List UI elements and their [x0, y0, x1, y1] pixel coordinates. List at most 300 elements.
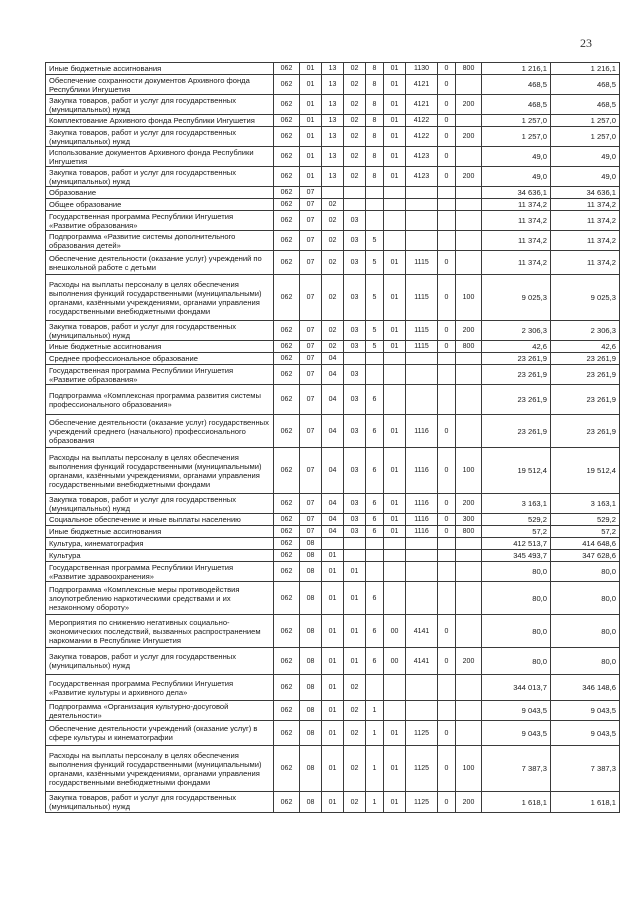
table-row	[46, 321, 620, 341]
code-cell: 1115	[406, 251, 438, 275]
code-cell: 0	[438, 494, 456, 514]
code-cell	[384, 385, 406, 415]
sum-year1-cell: 23 261,9	[482, 415, 551, 448]
code-cell	[366, 562, 384, 582]
code-cell	[438, 211, 456, 231]
sum-year1-cell: 23 261,9	[482, 353, 551, 365]
code-cell	[406, 231, 438, 251]
sum-year1-cell: 11 374,2	[482, 199, 551, 211]
code-cell: 6	[366, 615, 384, 648]
code-cell: 00	[384, 648, 406, 675]
table-row	[46, 275, 620, 321]
sum-year2-cell: 57,2	[551, 526, 620, 538]
table-row	[46, 95, 620, 115]
code-cell: 0	[438, 792, 456, 813]
code-cell: 04	[322, 494, 344, 514]
code-cell: 04	[322, 448, 344, 494]
code-cell: 02	[322, 321, 344, 341]
code-cell: 062	[274, 199, 300, 211]
code-cell	[366, 538, 384, 550]
code-cell	[438, 538, 456, 550]
code-cell	[438, 582, 456, 615]
code-cell	[344, 538, 366, 550]
sum-year2-cell: 80,0	[551, 582, 620, 615]
table-row	[46, 448, 620, 494]
code-cell: 01	[300, 115, 322, 127]
code-cell: 6	[366, 514, 384, 526]
code-cell: 03	[344, 251, 366, 275]
code-cell: 08	[300, 701, 322, 721]
row-name-cell: Государственная программа Республики Ингушетия «Развитие здравоохранения»	[46, 562, 274, 582]
table-row	[46, 63, 620, 75]
code-cell: 01	[384, 75, 406, 95]
code-cell	[344, 353, 366, 365]
code-cell: 5	[366, 341, 384, 353]
sum-year2-cell: 11 374,2	[551, 199, 620, 211]
code-cell: 13	[322, 75, 344, 95]
code-cell: 08	[300, 562, 322, 582]
code-cell: 5	[366, 321, 384, 341]
code-cell: 01	[384, 792, 406, 813]
code-cell: 8	[366, 147, 384, 167]
code-cell: 01	[384, 63, 406, 75]
code-cell: 01	[300, 95, 322, 115]
code-cell	[406, 385, 438, 415]
row-name-cell: Закупка товаров, работ и услуг для государственных (муниципальных) нужд	[46, 167, 274, 187]
row-name-cell: Общее образование	[46, 199, 274, 211]
code-cell: 1	[366, 721, 384, 746]
row-name-cell: Государственная программа Республики Ингушетия «Развитие образования»	[46, 211, 274, 231]
code-cell: 4121	[406, 95, 438, 115]
code-cell: 0	[438, 746, 456, 792]
code-cell	[456, 721, 482, 746]
code-cell: 02	[344, 721, 366, 746]
code-cell	[438, 550, 456, 562]
code-cell: 4123	[406, 167, 438, 187]
code-cell: 200	[456, 648, 482, 675]
code-cell: 03	[344, 514, 366, 526]
sum-year1-cell: 80,0	[482, 582, 551, 615]
code-cell: 01	[322, 792, 344, 813]
code-cell: 07	[300, 231, 322, 251]
code-cell: 07	[300, 365, 322, 385]
sum-year2-cell: 34 636,1	[551, 187, 620, 199]
code-cell: 03	[344, 526, 366, 538]
sum-year1-cell: 2 306,3	[482, 321, 551, 341]
row-name-cell: Мероприятия по снижению негативных социально-экономических последствий, вызванных распространением наркомании в Республике Ингушетия	[46, 615, 274, 648]
code-cell: 01	[322, 675, 344, 701]
code-cell: 1116	[406, 448, 438, 494]
code-cell: 03	[344, 494, 366, 514]
code-cell: 062	[274, 615, 300, 648]
sum-year1-cell: 49,0	[482, 167, 551, 187]
code-cell	[406, 365, 438, 385]
table-row	[46, 211, 620, 231]
code-cell: 062	[274, 63, 300, 75]
row-name-cell: Образование	[46, 187, 274, 199]
code-cell	[438, 365, 456, 385]
code-cell: 02	[344, 147, 366, 167]
code-cell: 1	[366, 746, 384, 792]
code-cell	[384, 701, 406, 721]
table-row	[46, 341, 620, 353]
code-cell: 03	[344, 211, 366, 231]
row-name-cell: Среднее профессиональное образование	[46, 353, 274, 365]
code-cell: 200	[456, 127, 482, 147]
code-cell	[456, 199, 482, 211]
row-name-cell: Расходы на выплаты персоналу в целях обеспечения выполнения функций государственными (муниципальными) органами, казёнными учреждениями, органами управления государственными внебюджетными фондами	[46, 746, 274, 792]
code-cell: 07	[300, 526, 322, 538]
code-cell: 100	[456, 275, 482, 321]
sum-year2-cell: 346 148,6	[551, 675, 620, 701]
table-row	[46, 415, 620, 448]
sum-year2-cell: 1 257,0	[551, 115, 620, 127]
row-name-cell: Закупка товаров, работ и услуг для государственных (муниципальных) нужд	[46, 792, 274, 813]
code-cell: 6	[366, 385, 384, 415]
code-cell: 100	[456, 448, 482, 494]
code-cell: 03	[344, 341, 366, 353]
sum-year2-cell: 80,0	[551, 562, 620, 582]
row-name-cell: Обеспечение деятельности (оказание услуг) государственных учреждений среднего (начального) профессионального образования	[46, 415, 274, 448]
code-cell: 062	[274, 167, 300, 187]
sum-year1-cell: 9 043,5	[482, 721, 551, 746]
sum-year1-cell: 80,0	[482, 562, 551, 582]
code-cell: 03	[344, 415, 366, 448]
table-row	[46, 385, 620, 415]
code-cell: 01	[384, 127, 406, 147]
code-cell: 100	[456, 746, 482, 792]
code-cell: 07	[300, 275, 322, 321]
row-name-cell: Использование документов Архивного фонда Республики Ингушетия	[46, 147, 274, 167]
code-cell: 062	[274, 365, 300, 385]
code-cell: 0	[438, 721, 456, 746]
code-cell: 07	[300, 187, 322, 199]
code-cell: 062	[274, 582, 300, 615]
code-cell: 0	[438, 147, 456, 167]
code-cell: 07	[300, 448, 322, 494]
code-cell: 01	[322, 562, 344, 582]
code-cell	[438, 562, 456, 582]
row-name-cell: Обеспечение деятельности учреждений (оказание услуг) в сфере культуры и кинематографии	[46, 721, 274, 746]
code-cell: 062	[274, 415, 300, 448]
sum-year1-cell: 344 013,7	[482, 675, 551, 701]
row-name-cell: Обеспечение деятельности (оказание услуг) учреждений по внешкольной работе с детьми	[46, 251, 274, 275]
code-cell	[456, 231, 482, 251]
code-cell: 01	[384, 251, 406, 275]
code-cell	[406, 582, 438, 615]
sum-year1-cell: 412 513,7	[482, 538, 551, 550]
code-cell	[406, 550, 438, 562]
code-cell	[456, 675, 482, 701]
code-cell: 02	[344, 701, 366, 721]
code-cell: 6	[366, 648, 384, 675]
code-cell: 062	[274, 538, 300, 550]
code-cell: 6	[366, 448, 384, 494]
code-cell: 1115	[406, 275, 438, 321]
sum-year2-cell: 23 261,9	[551, 353, 620, 365]
code-cell: 1125	[406, 792, 438, 813]
code-cell: 0	[438, 415, 456, 448]
code-cell: 6	[366, 526, 384, 538]
code-cell	[456, 251, 482, 275]
code-cell: 1116	[406, 415, 438, 448]
code-cell	[406, 353, 438, 365]
sum-year2-cell: 7 387,3	[551, 746, 620, 792]
code-cell: 02	[344, 746, 366, 792]
code-cell: 02	[344, 95, 366, 115]
sum-year1-cell: 57,2	[482, 526, 551, 538]
code-cell	[384, 562, 406, 582]
code-cell: 01	[384, 275, 406, 321]
code-cell: 01	[384, 95, 406, 115]
code-cell	[384, 550, 406, 562]
sum-year2-cell: 1 216,1	[551, 63, 620, 75]
row-name-cell: Подпрограмма «Развитие системы дополнительного образования детей»	[46, 231, 274, 251]
code-cell: 8	[366, 127, 384, 147]
code-cell: 6	[366, 494, 384, 514]
code-cell: 01	[384, 721, 406, 746]
code-cell: 08	[300, 550, 322, 562]
code-cell	[384, 187, 406, 199]
code-cell: 062	[274, 353, 300, 365]
code-cell	[438, 231, 456, 251]
row-name-cell: Иные бюджетные ассигнования	[46, 526, 274, 538]
code-cell: 4122	[406, 127, 438, 147]
code-cell: 07	[300, 415, 322, 448]
code-cell: 07	[300, 199, 322, 211]
code-cell: 02	[322, 231, 344, 251]
code-cell	[322, 538, 344, 550]
sum-year2-cell: 3 163,1	[551, 494, 620, 514]
code-cell: 01	[300, 127, 322, 147]
code-cell: 02	[344, 675, 366, 701]
sum-year2-cell: 42,6	[551, 341, 620, 353]
row-name-cell: Культура, кинематография	[46, 538, 274, 550]
table-row	[46, 127, 620, 147]
code-cell	[366, 550, 384, 562]
code-cell: 062	[274, 526, 300, 538]
sum-year2-cell: 9 043,5	[551, 701, 620, 721]
code-cell: 01	[384, 167, 406, 187]
sum-year2-cell: 80,0	[551, 648, 620, 675]
code-cell: 062	[274, 746, 300, 792]
sum-year1-cell: 1 618,1	[482, 792, 551, 813]
code-cell	[438, 199, 456, 211]
code-cell: 1	[366, 792, 384, 813]
code-cell: 01	[322, 721, 344, 746]
code-cell	[438, 385, 456, 415]
row-name-cell: Подпрограмма «Организация культурно-досуговой деятельности»	[46, 701, 274, 721]
code-cell: 07	[300, 353, 322, 365]
code-cell: 0	[438, 341, 456, 353]
code-cell: 02	[322, 211, 344, 231]
row-name-cell: Иные бюджетные ассигнования	[46, 63, 274, 75]
code-cell: 0	[438, 321, 456, 341]
code-cell: 800	[456, 63, 482, 75]
code-cell: 0	[438, 75, 456, 95]
code-cell: 5	[366, 251, 384, 275]
sum-year1-cell: 23 261,9	[482, 385, 551, 415]
code-cell: 062	[274, 321, 300, 341]
sum-year1-cell: 49,0	[482, 147, 551, 167]
row-name-cell: Закупка товаров, работ и услуг для государственных (муниципальных) нужд	[46, 321, 274, 341]
code-cell: 01	[322, 582, 344, 615]
code-cell: 13	[322, 147, 344, 167]
code-cell	[456, 385, 482, 415]
sum-year1-cell: 9 025,3	[482, 275, 551, 321]
code-cell: 03	[344, 448, 366, 494]
code-cell: 02	[344, 75, 366, 95]
code-cell: 01	[300, 167, 322, 187]
code-cell: 08	[300, 721, 322, 746]
code-cell: 04	[322, 526, 344, 538]
code-cell: 062	[274, 514, 300, 526]
sum-year2-cell: 9 043,5	[551, 721, 620, 746]
code-cell: 02	[322, 341, 344, 353]
code-cell	[406, 562, 438, 582]
code-cell: 0	[438, 514, 456, 526]
code-cell: 03	[344, 385, 366, 415]
code-cell: 062	[274, 550, 300, 562]
code-cell: 062	[274, 251, 300, 275]
code-cell: 800	[456, 526, 482, 538]
code-cell: 07	[300, 494, 322, 514]
code-cell	[384, 199, 406, 211]
code-cell: 02	[344, 115, 366, 127]
code-cell: 02	[322, 199, 344, 211]
sum-year2-cell: 11 374,2	[551, 211, 620, 231]
code-cell	[438, 187, 456, 199]
sum-year1-cell: 23 261,9	[482, 365, 551, 385]
code-cell: 08	[300, 746, 322, 792]
code-cell: 02	[344, 63, 366, 75]
sum-year1-cell: 468,5	[482, 75, 551, 95]
code-cell: 07	[300, 514, 322, 526]
code-cell: 300	[456, 514, 482, 526]
code-cell: 01	[384, 494, 406, 514]
code-cell: 062	[274, 75, 300, 95]
code-cell: 200	[456, 792, 482, 813]
sum-year1-cell: 11 374,2	[482, 211, 551, 231]
code-cell	[384, 365, 406, 385]
table-row	[46, 648, 620, 675]
row-name-cell: Государственная программа Республики Ингушетия «Развитие культуры и архивного дела»	[46, 675, 274, 701]
sum-year2-cell: 414 648,6	[551, 538, 620, 550]
code-cell: 00	[384, 615, 406, 648]
sum-year2-cell: 49,0	[551, 167, 620, 187]
code-cell	[456, 365, 482, 385]
code-cell	[456, 582, 482, 615]
row-name-cell: Социальное обеспечение и иные выплаты населению	[46, 514, 274, 526]
sum-year1-cell: 80,0	[482, 615, 551, 648]
code-cell: 1125	[406, 721, 438, 746]
table-row	[46, 251, 620, 275]
sum-year2-cell: 80,0	[551, 615, 620, 648]
code-cell: 08	[300, 615, 322, 648]
sum-year2-cell: 9 025,3	[551, 275, 620, 321]
code-cell: 4141	[406, 648, 438, 675]
code-cell: 1116	[406, 514, 438, 526]
code-cell	[456, 147, 482, 167]
code-cell: 01	[344, 562, 366, 582]
table-row	[46, 746, 620, 792]
table-row	[46, 494, 620, 514]
code-cell: 062	[274, 187, 300, 199]
code-cell: 1115	[406, 341, 438, 353]
code-cell: 062	[274, 127, 300, 147]
code-cell: 200	[456, 95, 482, 115]
code-cell: 062	[274, 792, 300, 813]
code-cell: 04	[322, 385, 344, 415]
code-cell	[456, 562, 482, 582]
code-cell: 04	[322, 415, 344, 448]
table-row	[46, 582, 620, 615]
code-cell: 5	[366, 275, 384, 321]
code-cell: 062	[274, 675, 300, 701]
row-name-cell: Закупка товаров, работ и услуг для государственных (муниципальных) нужд	[46, 648, 274, 675]
table-row	[46, 187, 620, 199]
code-cell	[406, 187, 438, 199]
code-cell: 08	[300, 648, 322, 675]
code-cell	[344, 550, 366, 562]
code-cell	[366, 353, 384, 365]
code-cell: 062	[274, 494, 300, 514]
page-number: 23	[580, 36, 592, 50]
sum-year2-cell: 11 374,2	[551, 231, 620, 251]
table-row	[46, 701, 620, 721]
table-row	[46, 365, 620, 385]
code-cell	[438, 701, 456, 721]
code-cell: 08	[300, 675, 322, 701]
code-cell: 062	[274, 275, 300, 321]
code-cell	[456, 550, 482, 562]
code-cell: 8	[366, 115, 384, 127]
code-cell: 5	[366, 231, 384, 251]
code-cell	[322, 187, 344, 199]
code-cell: 062	[274, 147, 300, 167]
sum-year2-cell: 49,0	[551, 147, 620, 167]
row-name-cell: Культура	[46, 550, 274, 562]
sum-year2-cell: 11 374,2	[551, 251, 620, 275]
code-cell: 062	[274, 211, 300, 231]
code-cell: 062	[274, 562, 300, 582]
row-name-cell: Комплектование Архивного фонда Республики Ингушетия	[46, 115, 274, 127]
sum-year1-cell: 1 257,0	[482, 127, 551, 147]
code-cell: 800	[456, 341, 482, 353]
table-row	[46, 721, 620, 746]
sum-year1-cell: 3 163,1	[482, 494, 551, 514]
code-cell: 01	[322, 550, 344, 562]
code-cell	[456, 415, 482, 448]
row-name-cell: Закупка товаров, работ и услуг для государственных (муниципальных) нужд	[46, 95, 274, 115]
table-row	[46, 147, 620, 167]
code-cell: 200	[456, 167, 482, 187]
budget-table	[45, 62, 620, 813]
row-name-cell: Иные бюджетные ассигнования	[46, 341, 274, 353]
code-cell: 02	[344, 167, 366, 187]
code-cell	[384, 353, 406, 365]
code-cell	[384, 675, 406, 701]
code-cell: 0	[438, 448, 456, 494]
code-cell	[366, 365, 384, 385]
code-cell: 02	[322, 275, 344, 321]
code-cell	[384, 538, 406, 550]
code-cell	[456, 211, 482, 231]
code-cell	[344, 187, 366, 199]
sum-year2-cell: 2 306,3	[551, 321, 620, 341]
code-cell: 8	[366, 75, 384, 95]
code-cell: 07	[300, 321, 322, 341]
